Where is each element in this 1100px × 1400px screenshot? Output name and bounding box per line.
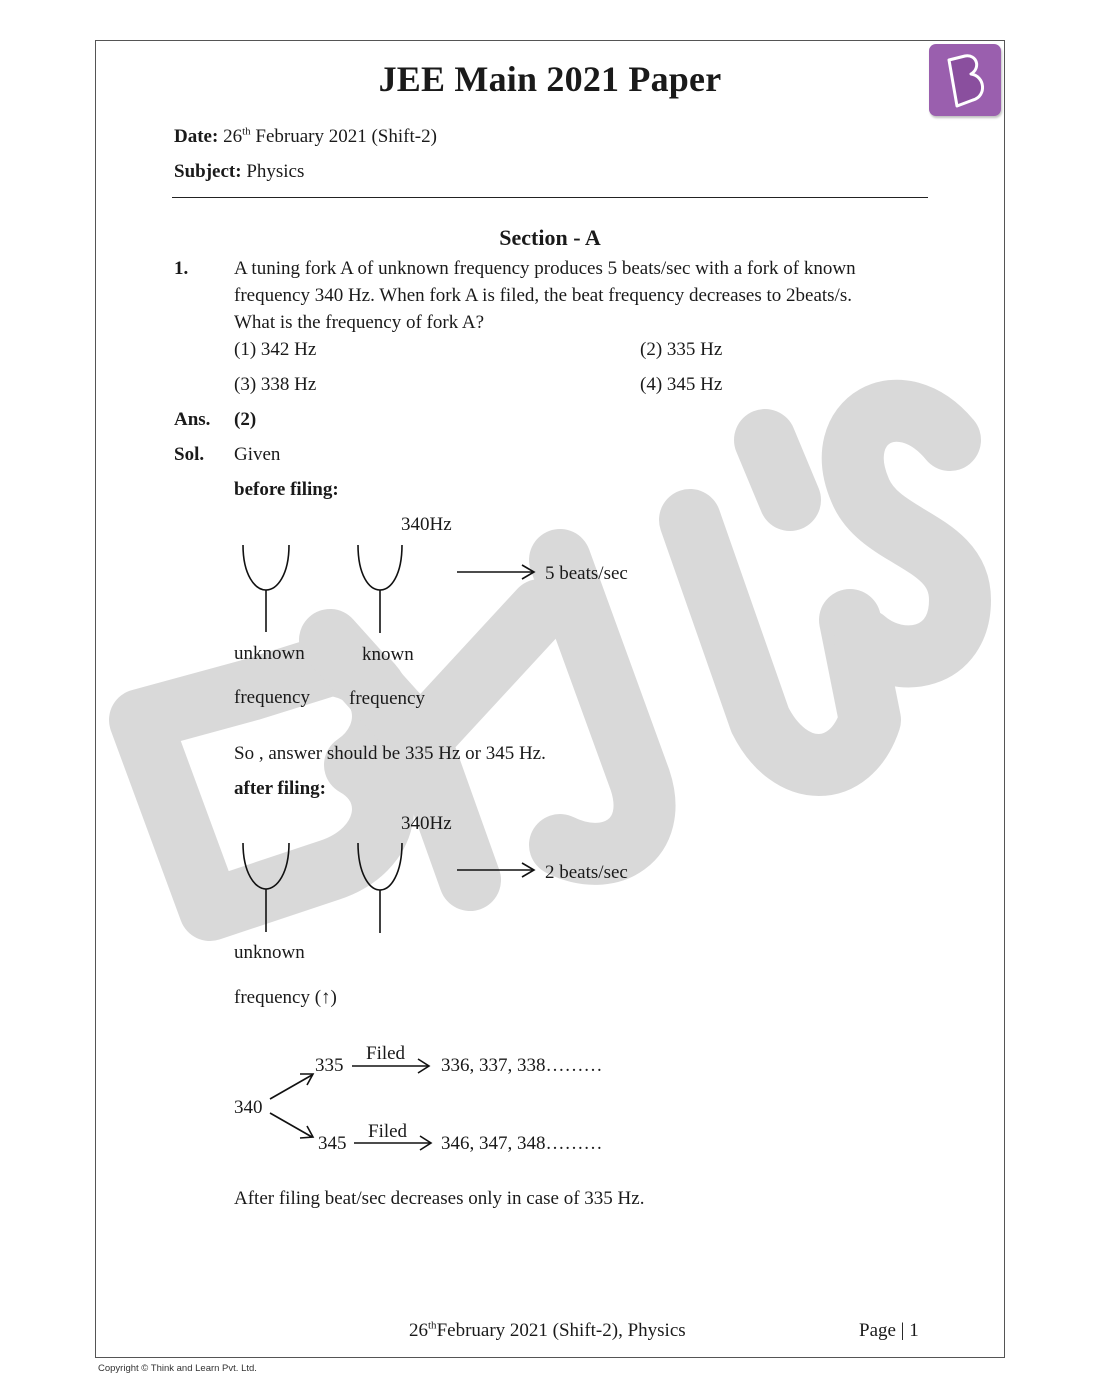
tuning-fork-icon [358, 545, 402, 590]
branch-upper-value: 335 [315, 1055, 344, 1076]
footer-date-subject [409, 1320, 686, 1342]
option-2: (2) 335 Hz [640, 339, 723, 360]
tuning-fork-icon [243, 843, 289, 889]
footer-date-day: 26 [409, 1320, 428, 1341]
question-text-line-3: What is the frequency of fork A? [234, 312, 485, 333]
answer-label: Ans. [174, 409, 211, 430]
branch-root: 340 [234, 1097, 263, 1118]
before-filing-heading: before filing: [234, 479, 339, 500]
footer-date-suffix: th [428, 1319, 437, 1332]
after-filing-heading: after filing: [234, 778, 326, 799]
subject-label: Subject: [174, 161, 242, 182]
section-title: Section - A [499, 225, 601, 250]
date-day: 26 [223, 126, 243, 147]
option-4: (4) 345 Hz [640, 374, 723, 395]
after-fork1-label-1: unknown [234, 942, 305, 963]
before-fork2-label-2: frequency [349, 688, 425, 709]
before-fork1-label-1: unknown [234, 643, 305, 664]
date-label: Date: [174, 126, 219, 147]
date-suffix: th [242, 125, 251, 138]
conclusion-candidates: So , answer should be 335 Hz or 345 Hz. [234, 743, 546, 764]
subject-value: Physics [246, 161, 305, 182]
solution-label: Sol. [174, 444, 205, 465]
copyright-notice: Copyright © Think and Learn Pvt. Ltd. [98, 1363, 257, 1374]
after-known-frequency: 340Hz [401, 813, 452, 834]
branch-upper-filed-label: Filed [366, 1043, 406, 1064]
question-text-line-2: frequency 340 Hz. When fork A is filed, the beat frequency decreases to 2beats/s. [234, 285, 852, 306]
before-known-frequency: 340Hz [401, 514, 452, 535]
tuning-fork-icon [243, 545, 289, 590]
answer-value: (2) [234, 409, 257, 430]
option-1: (1) 342 Hz [234, 339, 317, 360]
option-3: (3) 338 Hz [234, 374, 317, 395]
date-rest: February 2021 (Shift-2) [255, 126, 437, 147]
branch-lower-value: 345 [318, 1133, 347, 1154]
tuning-fork-icon [358, 843, 402, 890]
branch-lower-result: 346, 347, 348……… [441, 1133, 603, 1154]
before-fork1-label-2: frequency [234, 687, 310, 708]
branch-lower-filed-label: Filed [368, 1121, 408, 1142]
final-conclusion: After filing beat/sec decreases only in case of 335 Hz. [234, 1188, 645, 1209]
page-number: Page | 1 [859, 1320, 919, 1341]
question-text-line-1: A tuning fork A of unknown frequency produces 5 beats/sec with a fork of known [234, 258, 856, 279]
footer-date-rest: February 2021 (Shift-2), Physics [436, 1320, 686, 1341]
after-beats-result: 2 beats/sec [545, 862, 628, 883]
solution-given: Given [234, 444, 281, 465]
before-beats-result: 5 beats/sec [545, 563, 628, 584]
before-fork2-label-1: known [362, 644, 414, 665]
after-fork1-label-2: frequency (↑) [234, 987, 337, 1008]
question-number: 1. [174, 258, 189, 279]
branch-upper-result: 336, 337, 338……… [441, 1055, 603, 1076]
document-title: JEE Main 2021 Paper [378, 59, 722, 99]
